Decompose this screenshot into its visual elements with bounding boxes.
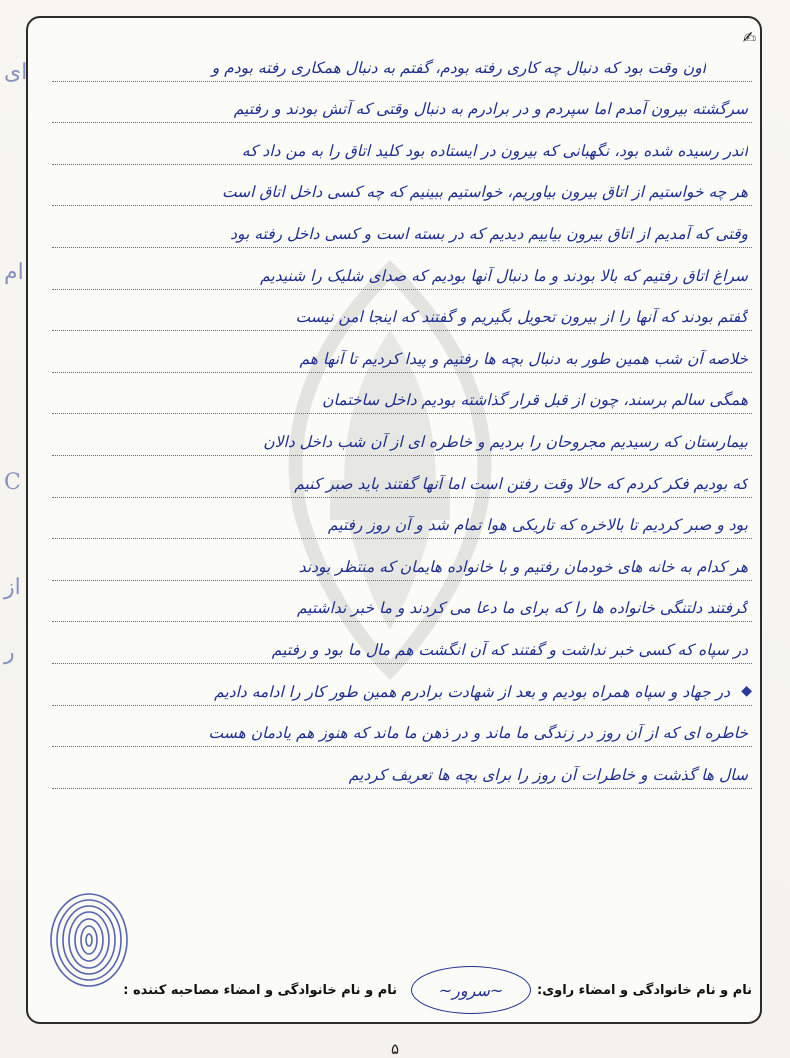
text-line <box>52 40 752 82</box>
text-line <box>52 498 752 540</box>
line-text: هر کدام به خانه های خودمان رفتیم و با خانواده هایمان که منتظر بودند <box>298 557 748 576</box>
line-text: هر چه خواستیم از اتاق بیرون بیاوریم، خواستیم ببینیم که چه کسی داخل اتاق است <box>221 183 748 202</box>
text-line <box>52 456 752 498</box>
interviewer-signature-label: نام و نام خانوادگی و امضاء مصاحبه کننده : <box>123 982 397 998</box>
text-line <box>52 622 752 664</box>
handwritten-text-block <box>52 40 752 789</box>
line-text: سراغ اتاق رفتیم که بالا بودند و ما دنبال آنها بودیم که صدای شلیک را شنیدیم <box>260 266 748 285</box>
margin-note: از <box>4 575 21 600</box>
pen-icon: ✍ <box>742 28 756 47</box>
line-text: در جهاد و سپاه همراه بودیم و بعد از شهادت برادرم همین طور کار را ادامه دادیم <box>214 682 730 701</box>
line-text: در سپاه که کسی خبر نداشت و گفتند که آن انگشت هم مال ما بود و رفتیم <box>271 640 748 659</box>
line-text: گفتم بودند که آنها را از بیرون تحویل بگیریم و گفتند که اینجا امن نیست <box>295 308 748 327</box>
line-text: خاطره ای که از آن روز در زندگی ما ماند و در ذهن ما ماند که هنوز هم یادمان هست <box>208 724 748 743</box>
page-number: ۵ <box>390 1040 400 1058</box>
margin-note: ای <box>4 60 28 85</box>
text-line <box>52 331 752 373</box>
text-line <box>52 373 752 415</box>
line-text: بیمارستان که رسیدیم مجروحان را بردیم و خاطره ای از آن شب داخل دالان <box>263 432 748 451</box>
line-text: وقتی که آمدیم از اتاق بیرون بیاییم دیدیم که در بسته است و کسی داخل رفته بود <box>230 224 748 243</box>
text-line <box>52 82 752 124</box>
line-text: خلاصه آن شب همین طور به دنبال بچه ها رفتیم و پیدا کردیم تا آنها هم <box>299 349 748 368</box>
text-line <box>52 539 752 581</box>
line-text: بود و صبر کردیم تا بالاخره که تاریکی هوا تمام شد و آن روز رفتیم <box>327 516 748 535</box>
line-text: که بودیم فکر کردم که حالا وقت رفتن است اما آنها گفتند باید صبر کنیم <box>294 474 748 493</box>
text-line <box>52 206 752 248</box>
line-text: گرفتند دلتنگی خانواده ها را که برای ما دعا می کردند و ما خبر نداشتیم <box>296 599 748 618</box>
text-line <box>52 290 752 332</box>
line-text: سرگشته بیرون آمدم اما سپردم و در برادرم به دنبال وقتی که آتش بودند و رفتیم <box>233 100 748 119</box>
line-text: همگی سالم برسند، چون از قبل قرار گذاشته بودیم داخل ساختمان <box>322 391 748 410</box>
bullet-icon: ◆ <box>741 682 752 699</box>
line-text: اون وقت بود که دنبال چه کاری رفته بودم، گفتم به دنبال همکاری رفته بودم و <box>211 58 706 77</box>
text-line <box>52 664 752 706</box>
line-text: سال ها گذشت و خاطرات آن روز را برای بچه ها تعریف کردیم <box>348 765 748 784</box>
margin-note: ام <box>4 260 24 285</box>
text-line <box>52 414 752 456</box>
text-line <box>52 248 752 290</box>
margin-note: C <box>4 470 21 495</box>
text-line <box>52 123 752 165</box>
margin-note: ر <box>4 640 15 665</box>
text-line <box>52 747 752 789</box>
text-line <box>52 706 752 748</box>
interviewer-signature: ~سرور~ <box>411 966 531 1014</box>
narrator-signature-label: نام و نام خانوادگی و امضاء راوی: <box>537 982 752 998</box>
text-line <box>52 165 752 207</box>
signature-row <box>30 970 760 1010</box>
line-text: اندر رسیده شده بود، نگهبانی که بیرون در ایستاده بود کلید اتاق را به من داد که <box>241 141 748 160</box>
text-line <box>52 581 752 623</box>
